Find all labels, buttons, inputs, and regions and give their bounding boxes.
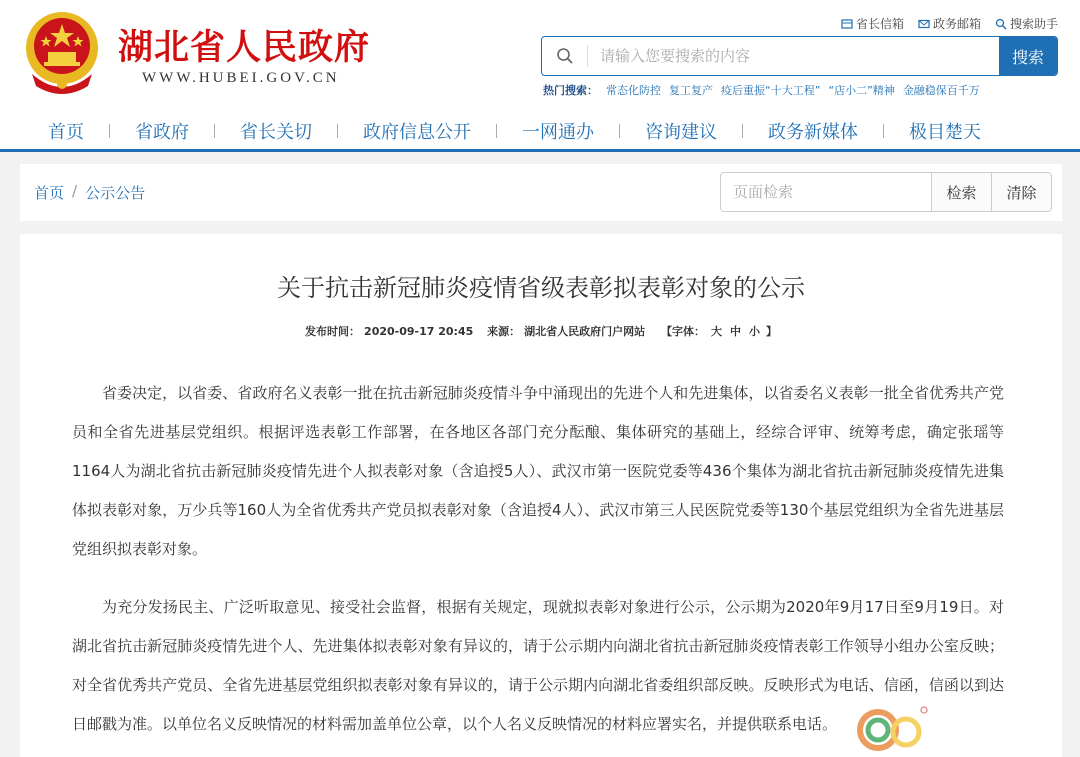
- site-search-box: [541, 36, 1058, 76]
- watermark-logo-icon: [848, 694, 934, 756]
- publish-label: 发布时间：: [305, 325, 361, 338]
- nav-divider: [214, 124, 215, 138]
- hot-search: [543, 82, 980, 98]
- nav-item-home[interactable]: 首页: [48, 121, 84, 143]
- site-title[interactable]: 湖北省人民政府: [118, 27, 371, 68]
- site-url: WWW.HUBEI.GOV.CN: [142, 70, 340, 86]
- breadcrumb-separator: /: [72, 182, 78, 200]
- article: [20, 234, 1062, 757]
- font-small-button[interactable]: 小: [748, 325, 760, 338]
- hot-search-label: 热门搜索：: [543, 84, 598, 97]
- search-button[interactable]: 搜索: [999, 37, 1057, 75]
- breadcrumb: [34, 182, 145, 203]
- nav-divider: [337, 124, 338, 138]
- nav-divider: [109, 124, 110, 138]
- page-search-button[interactable]: 检索: [931, 173, 991, 211]
- article-paragraph: 为充分发扬民主、广泛听取意见、接受社会监督，根据有关规定，现就拟表彰对象进行公示，公示期为2020年9月17日至9月19日。对湖北省抗击新冠肺炎疫情先进个人、先进集体拟表彰对象有异议的，请于公示期内向湖北省抗击新冠肺炎疫情表彰工作领导小组办公室反映；对全省优秀共产党员、全省先进基层党组织拟表彰对象有异议的，请于公示期内向湖北省委组织部反映。反映形式为电话、信函，信函以到达日邮戳为准。以单位名义反映情况的材料需加盖单位公章，以个人名义反映情况的材料应署实名，并提供联系电话。: [72, 598, 1004, 733]
- breadcrumb-current[interactable]: 公示公告: [85, 184, 146, 202]
- nav-item-provincial-gov[interactable]: 省政府: [135, 121, 189, 143]
- governor-mailbox-link[interactable]: [841, 15, 904, 32]
- nav-item-info-disclosure[interactable]: 政府信息公开: [363, 121, 471, 143]
- nav-item-new-media[interactable]: 政务新媒体: [768, 121, 858, 143]
- source-label: 来源：: [487, 325, 521, 338]
- hot-search-item[interactable]: 金融稳保百千万: [902, 84, 980, 97]
- hot-search-item[interactable]: 复工复产: [669, 84, 713, 97]
- article-meta: [20, 323, 1062, 339]
- search-helper-icon: [995, 18, 1007, 30]
- top-link-label: 省长信箱: [855, 17, 904, 31]
- nav-item-governor-concerns[interactable]: 省长关切: [240, 121, 312, 143]
- top-link-label: 搜索助手: [1009, 17, 1058, 31]
- hot-search-item[interactable]: “店小二”精神: [828, 84, 895, 97]
- hot-search-item[interactable]: 常态化防控: [606, 84, 661, 97]
- font-large-button[interactable]: 大: [710, 325, 722, 338]
- page-search-input[interactable]: [721, 173, 931, 211]
- main-nav: [0, 112, 1080, 152]
- page-search: [720, 172, 1052, 212]
- site-header: [0, 0, 1080, 152]
- article-title: 关于抗击新冠肺炎疫情省级表彰拟表彰对象的公示: [277, 274, 805, 302]
- nav-item-consult-suggest[interactable]: 咨询建议: [645, 121, 717, 143]
- breadcrumb-panel: [20, 164, 1062, 221]
- font-size-open: 【字体：: [660, 325, 705, 338]
- national-emblem-icon: [22, 8, 102, 94]
- search-icon: [542, 45, 588, 67]
- envelope-icon: [918, 18, 930, 30]
- top-link-label: 政务邮箱: [932, 17, 981, 31]
- publish-time: 2020-09-17 20:45: [364, 325, 474, 338]
- breadcrumb-home[interactable]: 首页: [34, 184, 65, 202]
- search-input[interactable]: [588, 37, 999, 75]
- font-medium-button[interactable]: 中: [729, 325, 741, 338]
- nav-divider: [619, 124, 620, 138]
- nav-item-one-stop-service[interactable]: 一网通办: [522, 121, 594, 143]
- hot-search-item[interactable]: 疫后重振“十大工程”: [721, 84, 821, 97]
- search-helper-link[interactable]: [995, 15, 1058, 32]
- top-links: [841, 15, 1058, 32]
- article-paragraph: 省委决定，以省委、省政府名义表彰一批在抗击新冠肺炎疫情斗争中涌现出的先进个人和先进集体，以省委名义表彰一批全省优秀共产党员和全省先进基层党组织。根据评选表彰工作部署，在各地区各部门充分酝酿、集体研究的基础上，经综合评审、统筹考虑，确定张瑶等1164人为湖北省抗击新冠肺炎疫情先进个人拟表彰对象（含追授5人）、武汉市第一医院党委等436个集体为湖北省抗击新冠肺炎疫情先进集体拟表彰对象，万少兵等160人为全省优秀共产党员拟表彰对象（含追授4人）、武汉市第三人民医院党委等130个基层党组织为全省先进基层党组织拟表彰对象。: [72, 384, 1004, 558]
- mail-box-icon: [841, 18, 853, 30]
- page-clear-button[interactable]: 清除: [991, 173, 1051, 211]
- nav-divider: [496, 124, 497, 138]
- nav-item-jimu-chutian[interactable]: 极目楚天: [909, 121, 981, 143]
- nav-divider: [742, 124, 743, 138]
- gov-mail-link[interactable]: [918, 15, 981, 32]
- font-size-close: 】: [765, 325, 777, 338]
- nav-divider: [883, 124, 884, 138]
- source-value: 湖北省人民政府门户网站: [524, 325, 646, 338]
